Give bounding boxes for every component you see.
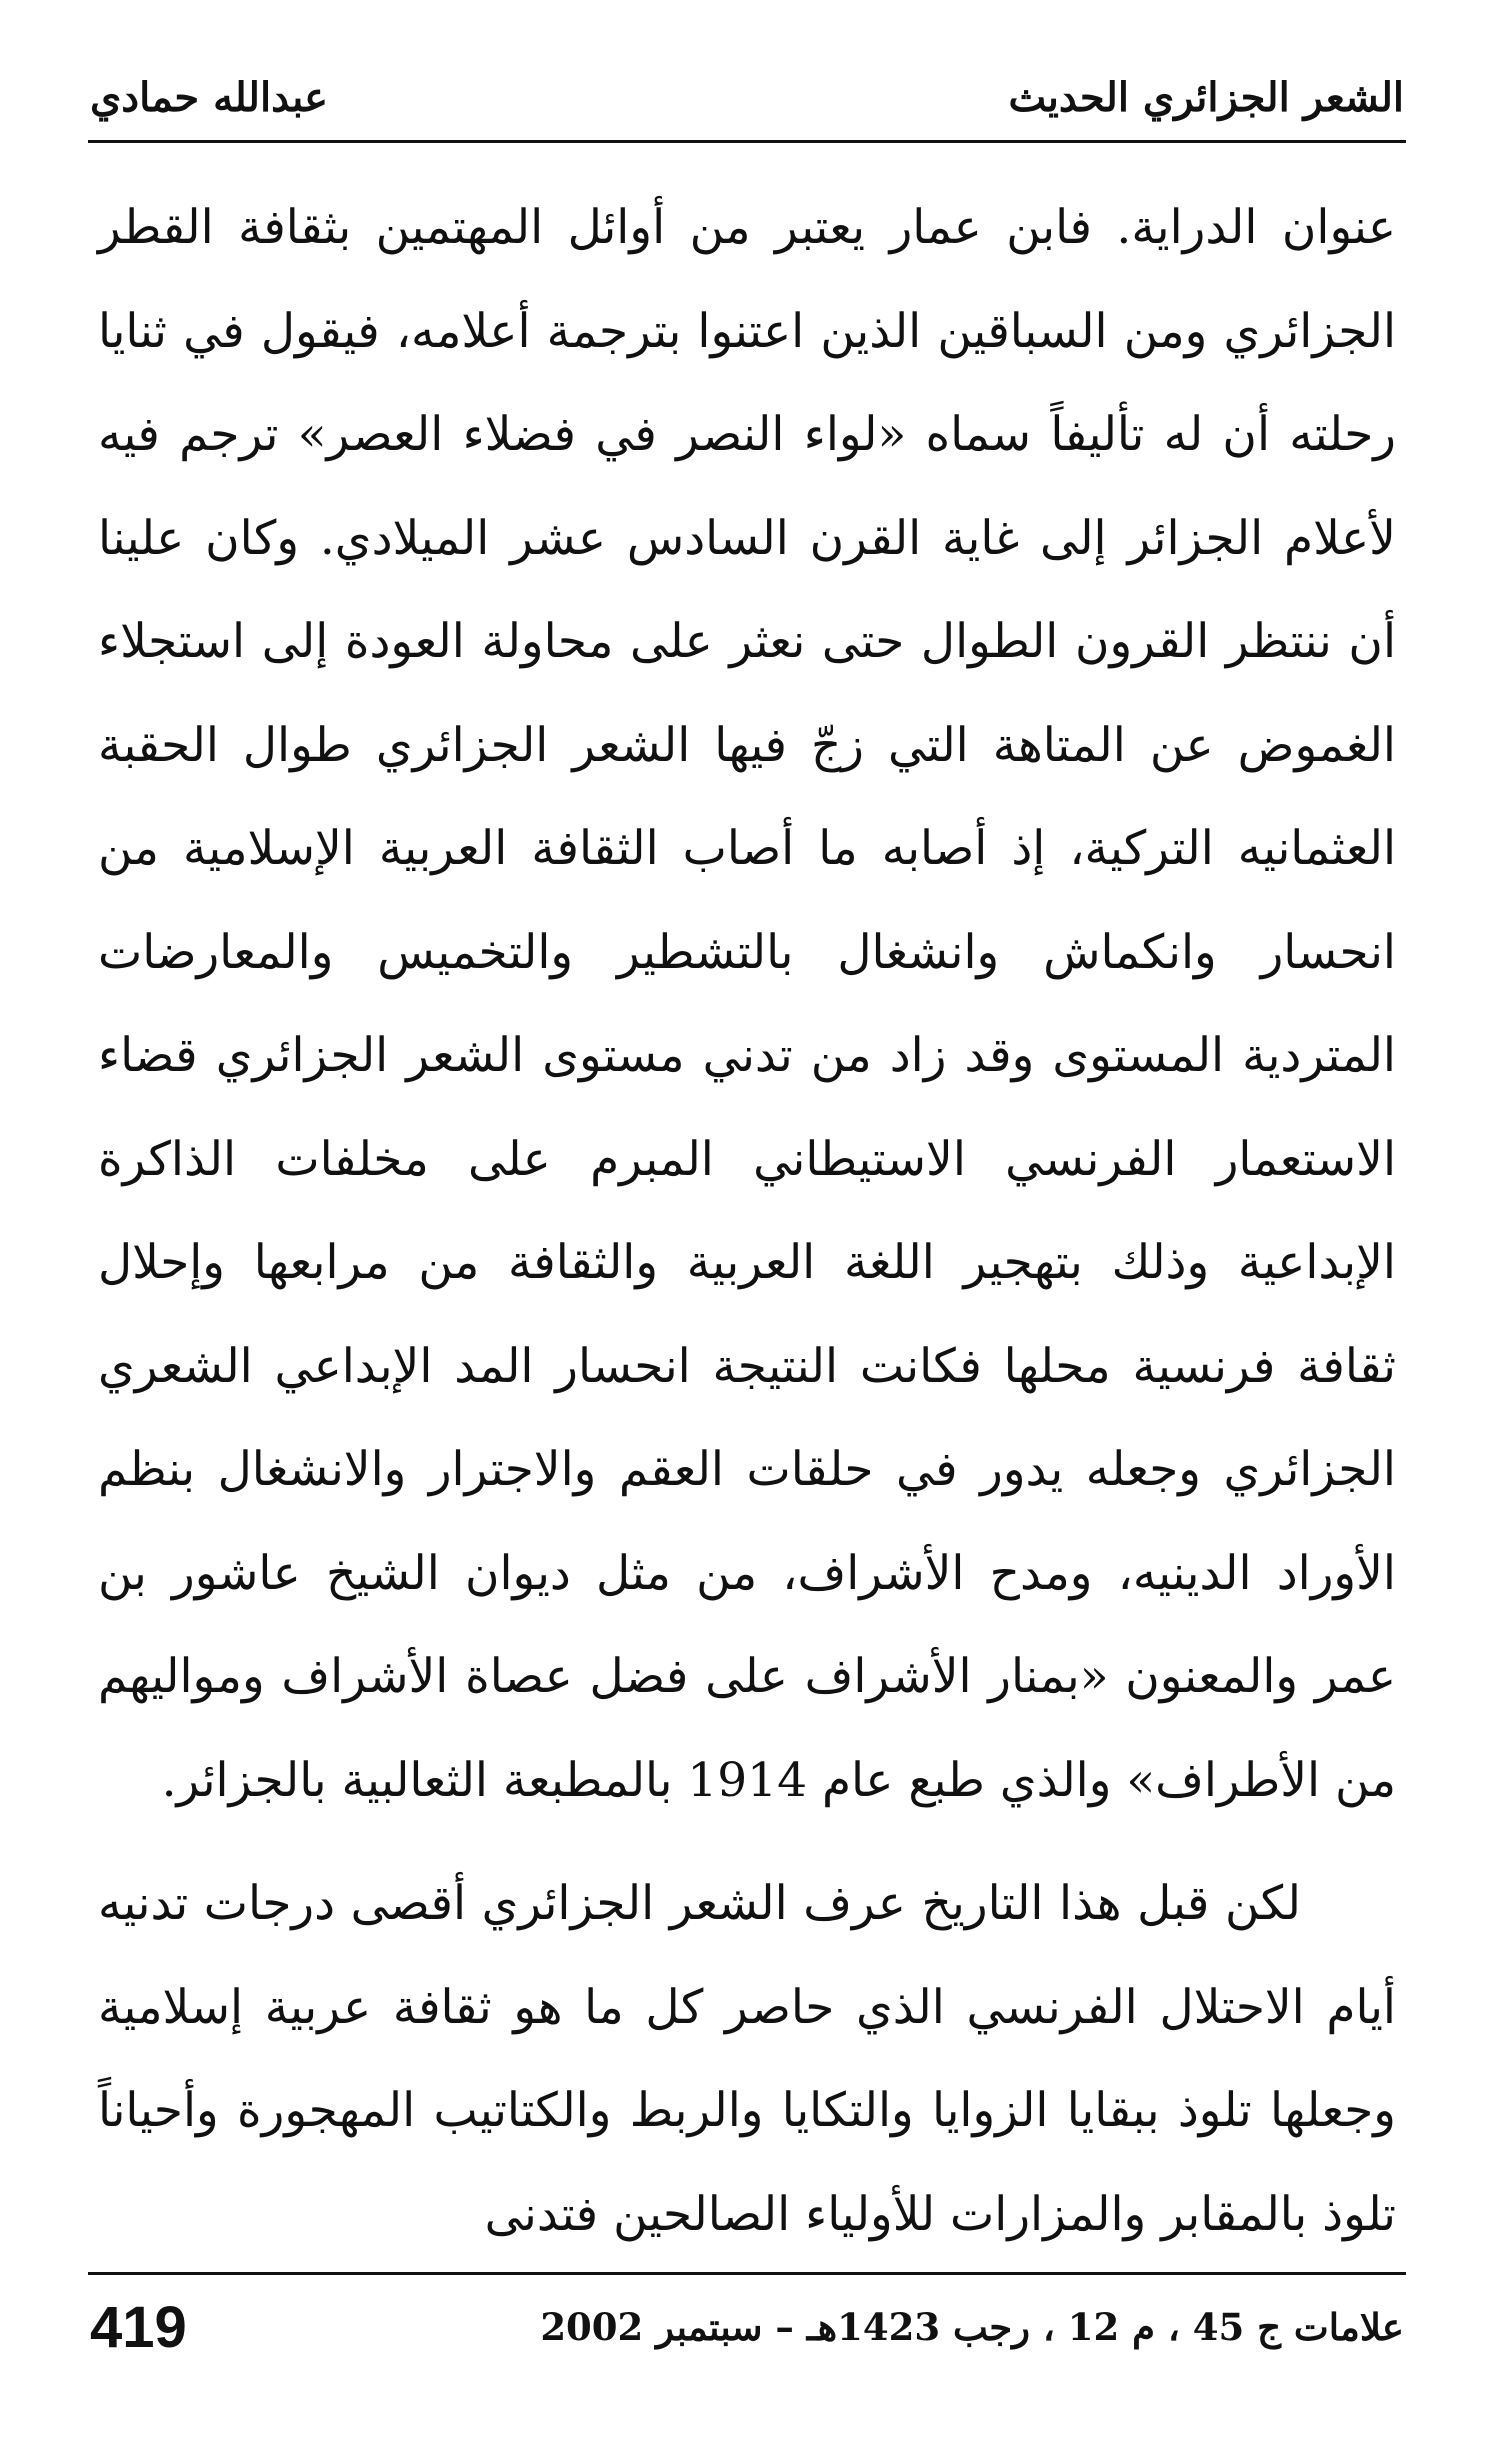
paragraph-1: عنوان الدراية. فابن عمار يعتبر من أوائل المهتمين بثقافة القطر الجزائري ومن السباقين الذين اعتنوا بترجمة أعلامه، فيقول في ثنايا رحلته أن له تأليفاً سماه «لواء النصر في فضلاء العصر» ترجم فيه لأعلام الجزائر إلى غاية القرن السادس عشر الميلادي. وكان علينا أن ننتظر القرون الطوال حتى نعثر على محاولة العودة إلى استجلاء الغموض عن المتاهة التي زجّ فيها الشعر الجزائري طوال الحقبة العثمانيه التركية، إذ أصابه ما أصاب الثقافة العربية الإسلامية من انحسار وانكماش وانشغال بالتشطير والتخميس والمعارضات المتردية المستوى وقد زاد من تدني مستوى الشعر الجزائري قضاء الاستعمار الفرنسي الاستيطاني المبرم على مخلفات الذاكرة الإبداعية وذلك بتهجير اللغة العربية والثقافة من مرابعها وإحلال ثقافة فرنسية محلها فكانت النتيجة انحسار المد الإبداعي الشعري الجزائري وجعله يدور في حلقات العقم والاجترار والانشغال بنظم الأوراد الدينيه، ومدح الأشراف، من مثل ديوان الشيخ عاشور بن عمر والمعنون «بمنار الأشراف على فضل عصاة الأشراف ومواليهم من الأطراف» والذي طبع عام 1914 بالمطبعة الثعالبية بالجزائر.	[98, 200, 1396, 1808]
header-divider	[88, 140, 1406, 143]
paragraph-2: لكن قبل هذا التاريخ عرف الشعر الجزائري أقصى درجات تدنيه أيام الاحتلال الفرنسي الذي حاصر كل ما هو ثقافة عربية إسلامية وجعلها تلوذ ببقايا الزوايا والتكايا والربط والكتاتيب المهجورة وأحياناً تلوذ بالمقابر والمزارات للأولياء الصالحين فتدنى	[98, 1876, 1396, 2242]
body-text	[98, 176, 1396, 2266]
author-name: عبدالله حمادي	[90, 73, 329, 121]
page-number: 419	[90, 2294, 187, 2360]
running-header	[90, 62, 1404, 132]
footer-divider	[88, 2272, 1406, 2275]
book-title: الشعر الجزائري الحديث	[1008, 73, 1404, 121]
running-footer	[90, 2282, 1404, 2372]
journal-issue-info: علامات ج 45 ، م 12 ، رجب 1423هـ – سبتمبر 2002	[540, 2305, 1404, 2349]
